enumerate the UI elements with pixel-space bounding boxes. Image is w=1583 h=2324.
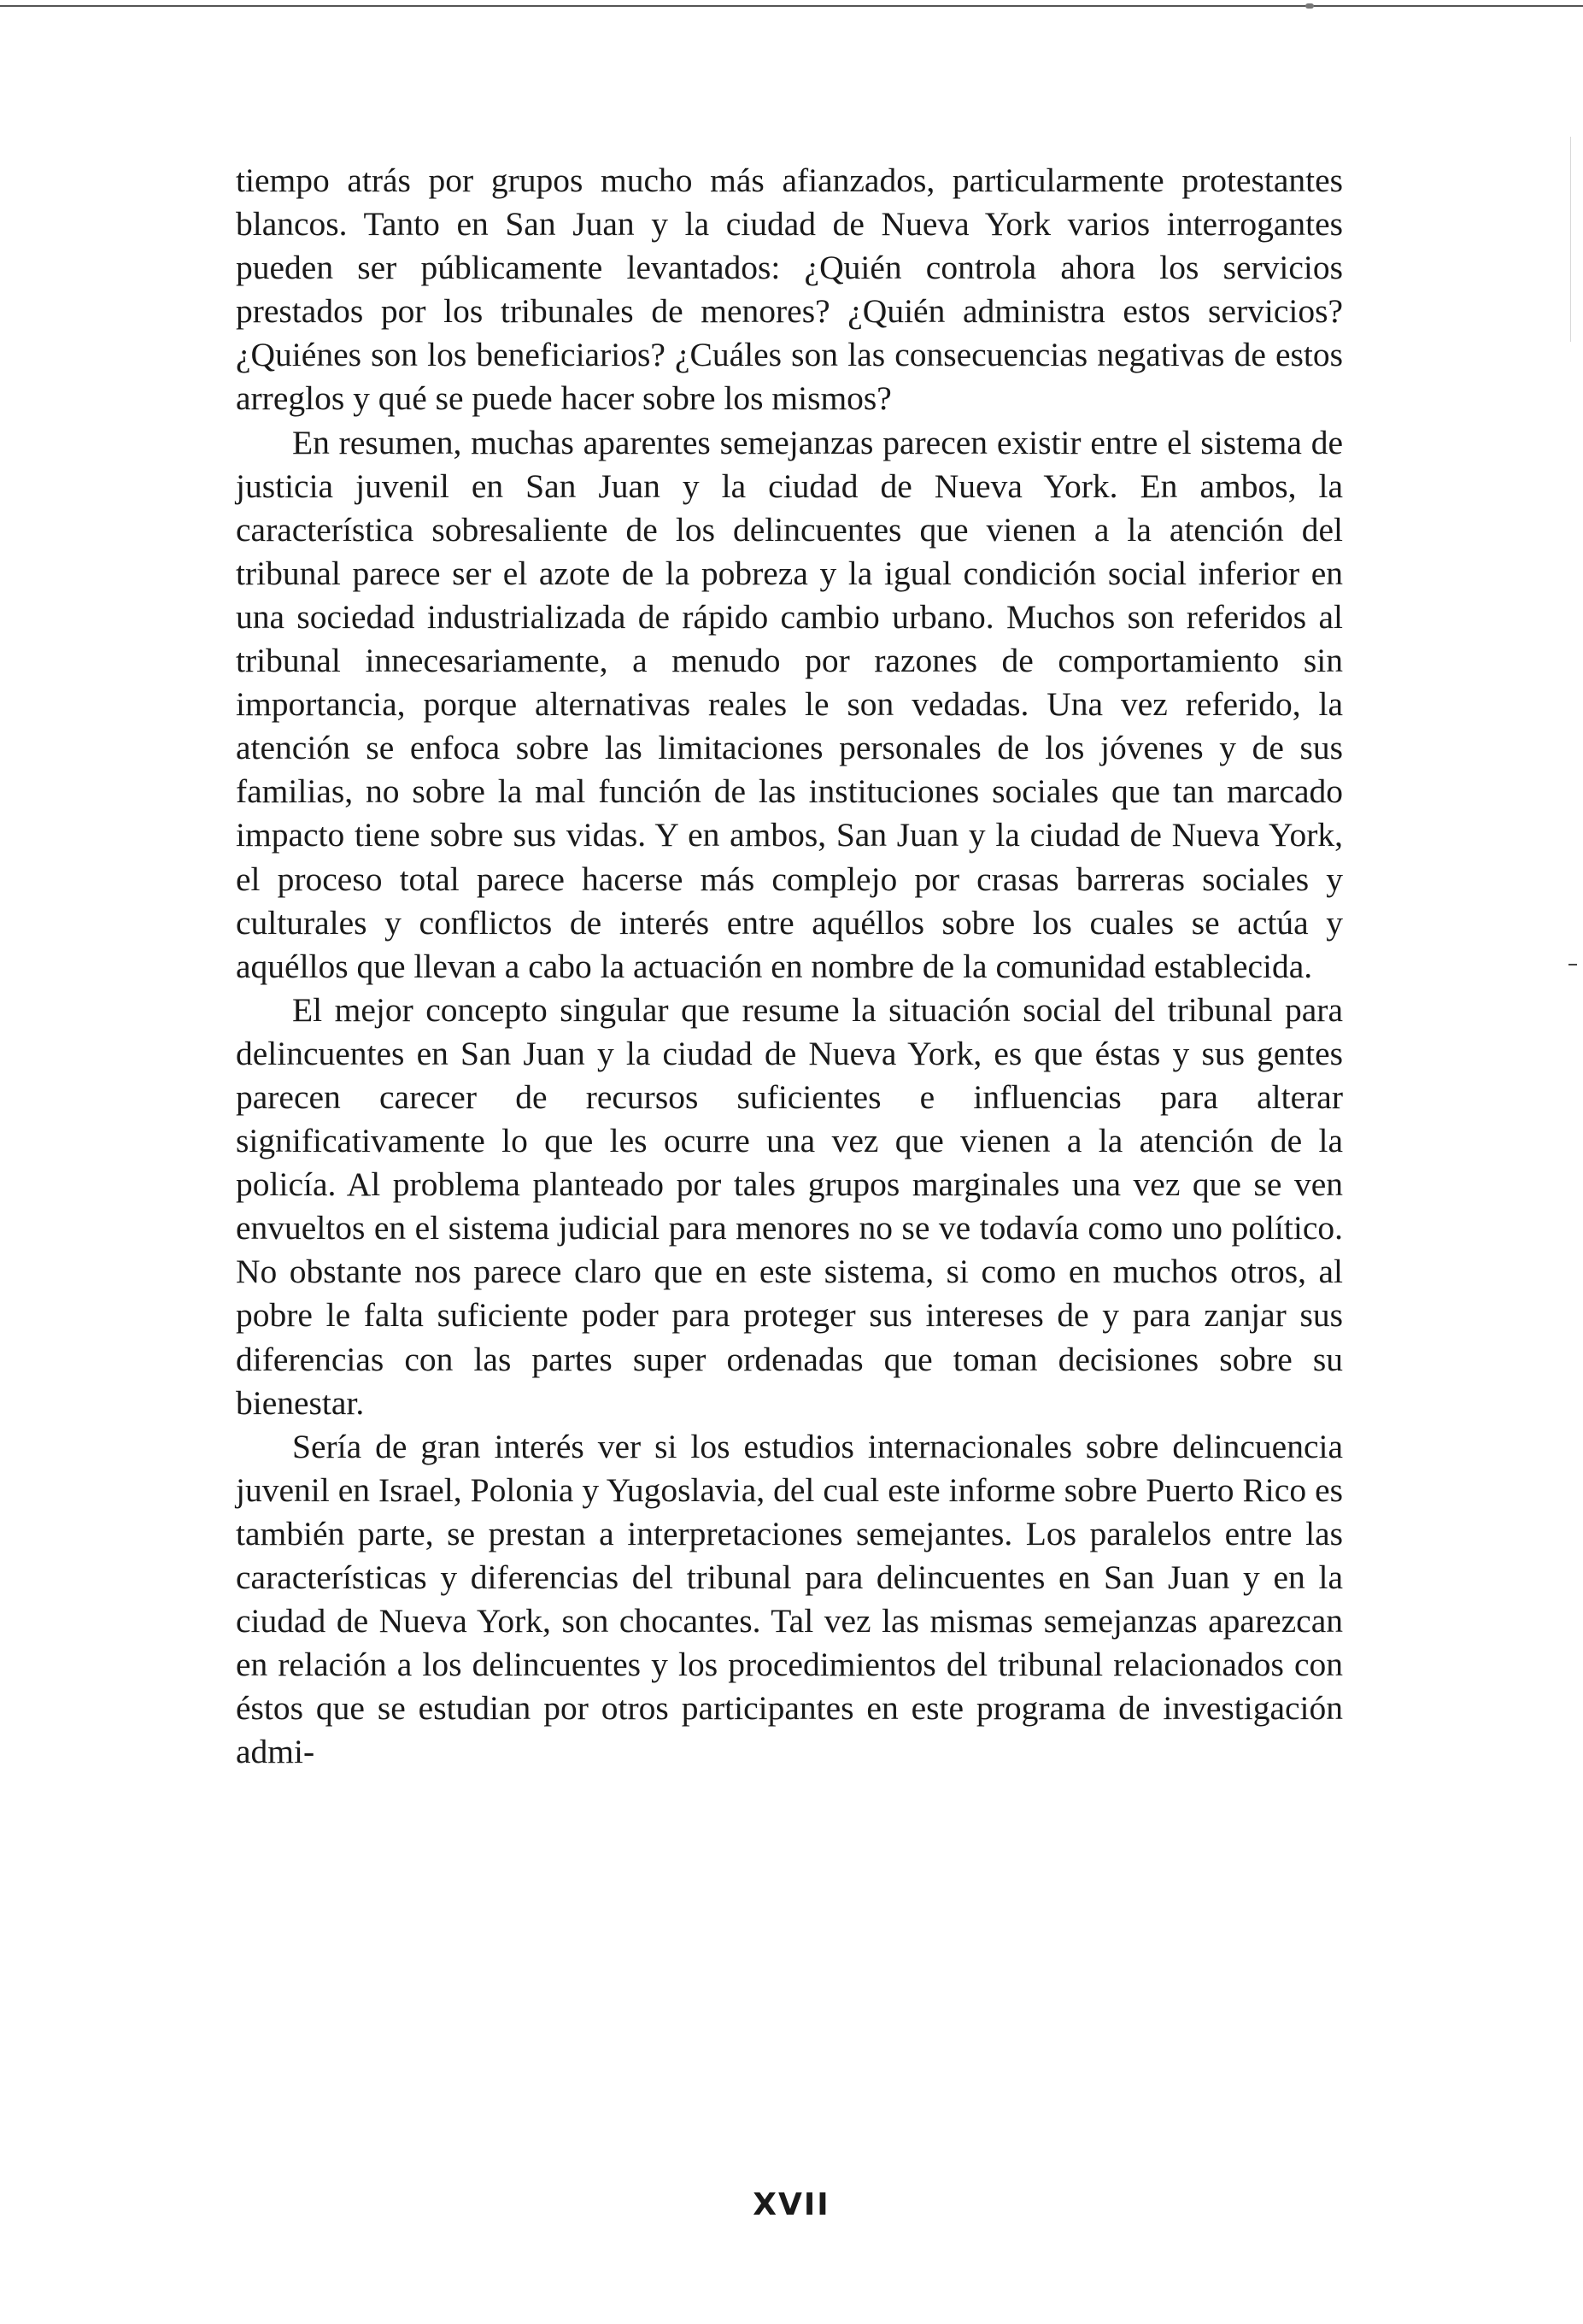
scan-edge-mark [1570,137,1571,342]
body-text [236,159,1343,1774]
paragraph-4: Sería de gran interés ver si los estudios internacionales sobre delincuencia juvenil en Israel, Polonia y Yugoslavia, del cual este informe sobre Puerto Rico es también parte, se prestan a interpretaciones semejantes. Los paralelos entre las características y diferencias del tribunal para delincuentes en San Juan y en la ciudad de Nueva York, son chocantes. Tal vez las mismas semejanzas aparezcan en relación a los delincuentes y los procedimientos del tribunal relacionados con éstos que se estudian por otros participantes en este programa de investigación admi- [236,1427,1343,1771]
scan-speck [1305,3,1314,9]
paragraph-1: tiempo atrás por grupos mucho más afianzados, particularmente protestantes blancos. Tanto en San Juan y la ciudad de Nueva York varios interrogantes pueden ser públicamente levantados: ¿Quién controla ahora los servicios prestados por los tribunales de menores? ¿Quién administra estos servicios? ¿Quiénes son los beneficiarios? ¿Cuáles son las consecuencias negativas de estos arreglos y qué se puede hacer sobre los mismos? [236,161,1343,418]
top-edge-rule [0,5,1583,7]
paragraph-3: El mejor concepto singular que resume la situación social del tribunal para delincuentes en San Juan y la ciudad de Nueva York, es que éstas y sus gentes parecen carecer de recursos suficientes e influencias para alterar significativamente lo que les ocurre una vez que vienen a la atención de la policía. Al problema planteado por tales grupos marginales una vez que se ven envueltos en el sistema judicial para menores no se ve todavía como uno político. No obstante nos parece claro que en este sistema, si como en muchos otros, al pobre le falta suficiente poder para proteger sus intereses de y para zanjar sus diferencias con las partes super ordenadas que toman decisiones sobre su bienestar. [236,990,1343,1422]
page-number: XVII [753,2187,830,2222]
paragraph-2: En resumen, muchas aparentes semejanzas parecen existir entre el sistema de justicia juvenil en San Juan y la ciudad de Nueva York. En ambos, la característica sobresaliente de los delincuentes que vienen a la atención del tribunal parece ser el azote de la pobreza y la igual condición social inferior en una sociedad industrializada de rápido cambio urbano. Muchos son referidos al tribunal innecesariamente, a menudo por razones de comportamiento sin importancia, porque alternativas reales le son vedadas. Una vez referido, la atención se enfoca sobre las limitaciones personales de los jóvenes y de sus familias, no sobre la mal función de las instituciones sociales que tan marcado impacto tiene sobre sus vidas. Y en ambos, San Juan y la ciudad de Nueva York, el proceso total parece hacerse más complejo por crasas barreras sociales y culturales y conflictos de interés entre aquéllos sobre los cuales se actúa y aquéllos que llevan a cabo la actuación en nombre de la comunidad establecida. [236,423,1343,985]
scan-margin-tick [1568,964,1577,965]
